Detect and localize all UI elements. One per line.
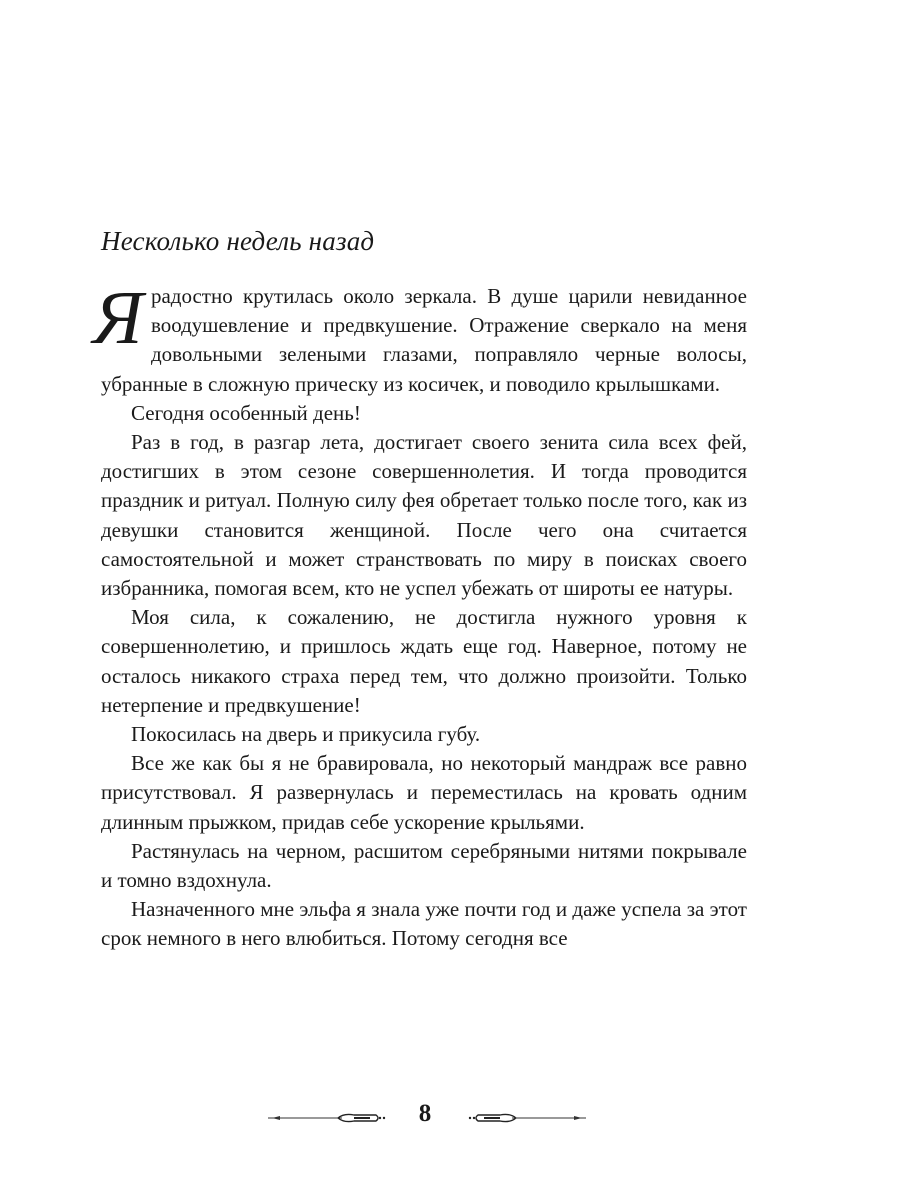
paragraph: Раз в год, в разгар лета, достигает своего зенита сила всех фей, достигших в этом сезоне совершеннолетия. И тогда проводится праздник и ритуал. Полную силу фея обретает только после того, как из девушки становится женщиной. После чего она считается самостоятельной и может странствовать по миру в поисках своего избранника, помогая всем, кто не успел убежать от широты ее натуры. <box>101 430 747 601</box>
paragraph-text: радостно крутилась около зеркала. В душе царили невиданное воодушевление и предвкушение. Отражение сверкало на меня довольными зелеными глазами, поправляло черные волосы, убранные в сложную прическу из косичек, и поводило крылышками. <box>101 284 747 396</box>
right-flourish-icon <box>466 1108 586 1128</box>
paragraph: Растянулась на черном, расшитом серебряными нитями покрывале и томно вздохнула. <box>101 838 747 893</box>
left-flourish-icon <box>268 1108 388 1128</box>
drop-cap: Я <box>93 276 143 360</box>
page-footer <box>0 1098 900 1138</box>
paragraph: Моя сила, к сожалению, не достигла нужного уровня к совершеннолетию, и пришлось ждать еще год. Наверное, потому не осталось никакого страха перед тем, что должно произойти. Только нетерпение и предвкушение! <box>101 605 747 717</box>
paragraph: Назначенного мне эльфа я знала уже почти год и даже успела за этот срок немного в него влюбиться. Потому сегодня все <box>101 897 747 951</box>
section-heading: Несколько недель назад <box>101 226 375 256</box>
paragraph <box>93 276 747 399</box>
page-number: 8 <box>418 1100 432 1127</box>
body-text <box>93 276 747 954</box>
paragraph: Сегодня особенный день! <box>131 400 361 425</box>
paragraph: Все же как бы я не бравировала, но некоторый мандраж все равно присутствовал. Я развернулась и переместилась на кровать одним длинным прыжком, придав себе ускорение крыльями. <box>101 751 747 834</box>
paragraph: Покосилась на дверь и прикусила губу. <box>131 722 481 747</box>
